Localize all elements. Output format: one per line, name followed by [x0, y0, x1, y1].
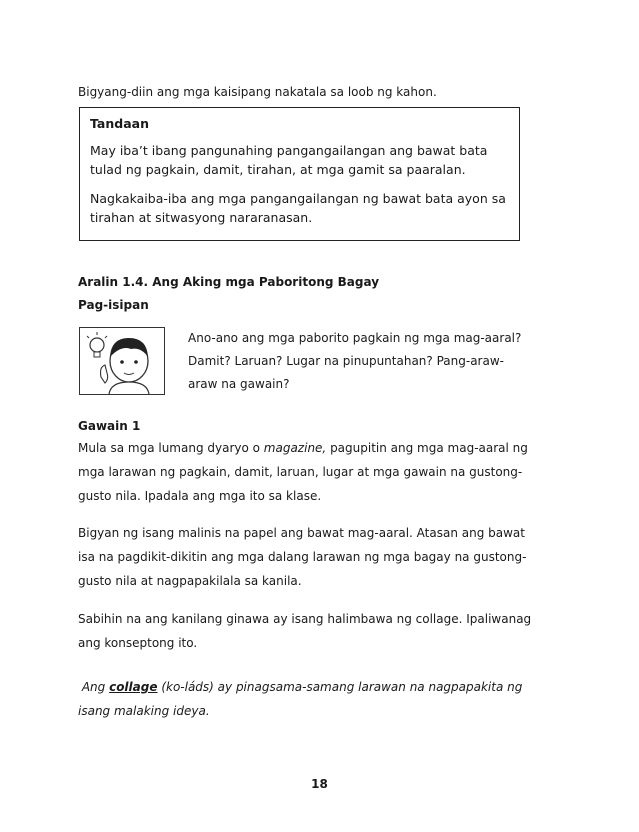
box-paragraph-2: Nagkakaiba-iba ang mga pangangailangan ng bawat bata ayon sa tirahan at sitwasyong nararanasan.	[90, 191, 506, 225]
definition-text: (ko-láds) ay pinagsama-samang larawan na nagpapakita ng isang malaking ideya.	[78, 680, 523, 718]
activity-p1-italic: magazine,	[263, 441, 327, 455]
lesson-subheading: Pag-isipan	[78, 298, 149, 312]
activity-p1-start: Mula sa mga lumang dyaryo o	[78, 441, 264, 455]
activity-p1-end: pagupitin ang mga mag-aaral ng mga larawan ng pagkain, damit, laruan, lugar at mga gawain na gustong-gusto nila. Ipadala ang mga ito sa klase.	[78, 441, 528, 503]
activity-paragraph-1	[78, 436, 538, 508]
page-number: 18	[311, 777, 328, 791]
activity-heading: Gawain 1	[78, 419, 141, 433]
box-title: Tandaan	[90, 116, 149, 131]
definition-term: collage	[109, 680, 158, 694]
reflection-question: Ano-ano ang mga paborito pagkain ng mga mag-aaral? Damit? Laruan? Lugar na pinupuntahan? Pang-araw-araw na gawain?	[188, 331, 522, 391]
intro-text: Bigyang-diin ang mga kaisipang nakatala sa loob ng kahon.	[78, 85, 437, 99]
tandaan-box	[79, 107, 520, 241]
activity-paragraph-2: Bigyan ng isang malinis na papel ang bawat mag-aaral. Atasan ang bawat isa na pagdikit-dikitin ang mga dalang larawan ng mga bagay na gustong-gusto nila at nagpapakilala sa kanila.	[78, 526, 527, 588]
lesson-heading: Aralin 1.4. Ang Aking mga Paboritong Bagay	[78, 275, 380, 289]
definition-ang: Ang	[81, 680, 110, 694]
thinking-child-illustration-icon	[79, 327, 165, 395]
box-paragraph-1: May iba’t ibang pangunahing pangangailangan ang bawat bata tulad ng pagkain, damit, tirahan, at mga gamit sa paaralan.	[90, 143, 488, 177]
collage-definition	[78, 675, 538, 723]
activity-paragraph-3: Sabihin na ang kanilang ginawa ay isang halimbawa ng collage. Ipaliwanag ang konseptong ito.	[78, 612, 532, 650]
